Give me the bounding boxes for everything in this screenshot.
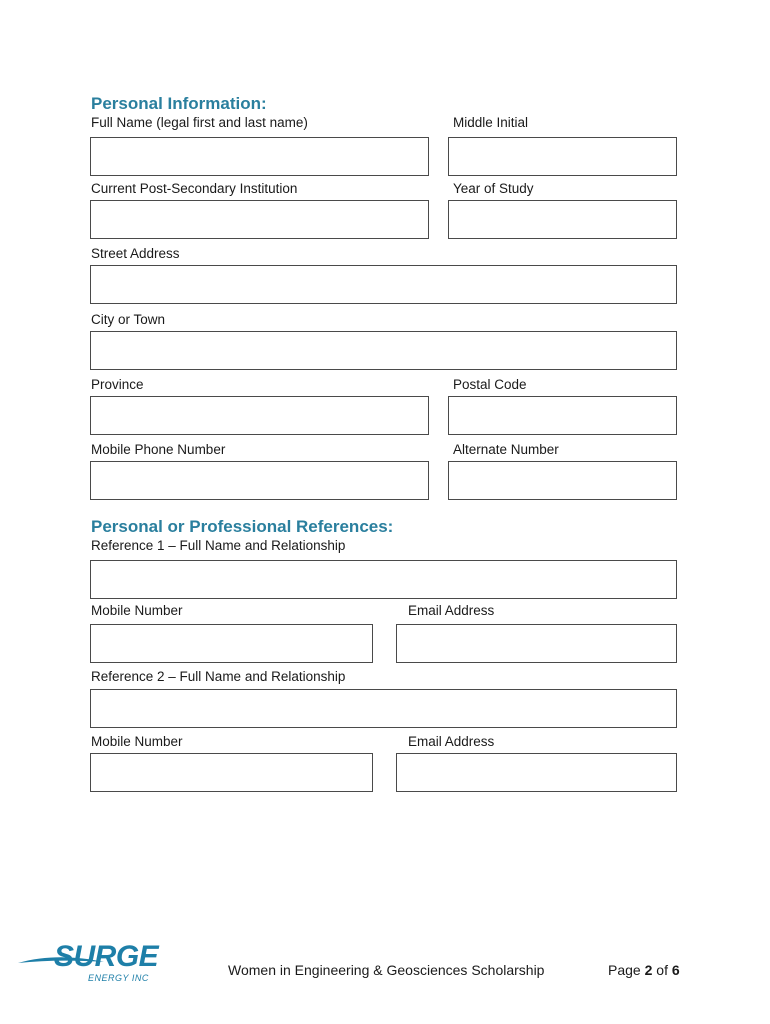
street-address-label: Street Address (91, 246, 180, 261)
province-label: Province (91, 377, 144, 392)
full-name-label: Full Name (legal first and last name) (91, 115, 308, 130)
street-address-field[interactable] (90, 265, 677, 304)
reference-2-mobile-label: Mobile Number (91, 734, 183, 749)
postal-code-label: Postal Code (453, 377, 527, 392)
reference-2-name-label: Reference 2 – Full Name and Relationship (91, 669, 346, 684)
references-heading: Personal or Professional References: (91, 517, 394, 536)
city-town-field[interactable] (90, 331, 677, 370)
reference-1-name-field[interactable] (90, 560, 677, 599)
reference-1-email-label: Email Address (408, 603, 495, 618)
page-word: Page (608, 962, 641, 978)
reference-1-mobile-label: Mobile Number (91, 603, 183, 618)
reference-1-email-field[interactable] (396, 624, 677, 663)
reference-2-email-label: Email Address (408, 734, 495, 749)
scholarship-name: Women in Engineering & Geosciences Scholarship (228, 962, 545, 978)
year-of-study-label: Year of Study (453, 181, 534, 196)
institution-field[interactable] (90, 200, 429, 239)
logo-wordmark: SURGE (54, 940, 159, 973)
institution-label: Current Post-Secondary Institution (91, 181, 298, 196)
alternate-number-label: Alternate Number (453, 442, 559, 457)
reference-1-name-label: Reference 1 – Full Name and Relationship (91, 538, 346, 553)
logo-subtext: ENERGY INC (88, 973, 149, 983)
reference-1-mobile-field[interactable] (90, 624, 373, 663)
mobile-phone-label: Mobile Phone Number (91, 442, 226, 457)
alternate-number-field[interactable] (448, 461, 677, 500)
postal-code-field[interactable] (448, 396, 677, 435)
province-field[interactable] (90, 396, 429, 435)
city-town-label: City or Town (91, 312, 166, 327)
page-of: of (656, 962, 668, 978)
reference-2-name-field[interactable] (90, 689, 677, 728)
personal-information-heading: Personal Information: (91, 94, 267, 113)
mobile-phone-field[interactable] (90, 461, 429, 500)
middle-initial-field[interactable] (448, 137, 677, 176)
full-name-field[interactable] (90, 137, 429, 176)
page-total: 6 (671, 962, 680, 978)
page-indicator (608, 961, 680, 979)
year-of-study-field[interactable] (448, 200, 677, 239)
surge-energy-logo (16, 938, 166, 986)
reference-2-mobile-field[interactable] (90, 753, 373, 792)
reference-2-email-field[interactable] (396, 753, 677, 792)
page-current: 2 (644, 962, 653, 978)
middle-initial-label: Middle Initial (453, 115, 529, 130)
